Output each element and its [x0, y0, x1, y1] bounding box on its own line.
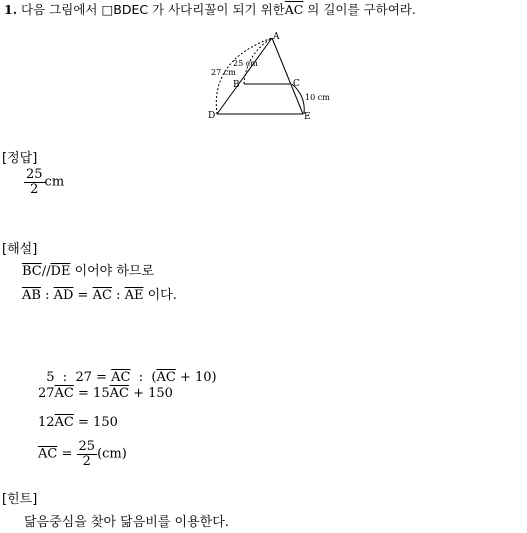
equation-2 — [38, 387, 173, 400]
label-len-ad: 27 cm — [211, 68, 236, 77]
explanation-heading: [해설] — [2, 242, 38, 257]
answer-heading: [정답] — [2, 151, 38, 166]
colon: : — [40, 288, 54, 303]
answer-unit: cm — [44, 174, 65, 190]
eq4-numerator: 25 — [78, 439, 96, 454]
eq1-mid: : ( — [130, 370, 157, 385]
explanation-line-1 — [22, 265, 154, 278]
answer-denominator: 2 — [30, 181, 39, 197]
segment-ae — [272, 38, 303, 114]
eq1-seg: $\overline{AC}$ — [111, 370, 131, 385]
label-a: A — [273, 32, 280, 42]
trapezoid-figure — [200, 30, 335, 125]
answer-fraction — [24, 168, 45, 196]
eq2-mid: = 15 — [73, 386, 110, 401]
question-number: 1. — [4, 2, 18, 17]
seg-ae: $\overline{AE}$ — [124, 288, 144, 303]
seg-bc: $\overline{BC}$ — [22, 264, 42, 279]
eq3-lhs: 12 — [38, 415, 55, 430]
equation-4 — [38, 440, 127, 468]
line2-text: 이다. — [143, 288, 177, 303]
seg-ab: $\overline{AB}$ — [22, 288, 41, 303]
eq2-seg: $\overline{AC}$ — [54, 386, 74, 401]
explanation-line-2 — [22, 289, 177, 302]
eq3-tail: = 150 — [73, 415, 118, 430]
seg-de: $\overline{DE}$ — [50, 264, 71, 279]
question-text-pre: 다음 그림에서 □BDEC 가 사다리꼴이 되기 위한 — [21, 2, 285, 17]
eq3-seg: $\overline{AC}$ — [54, 415, 74, 430]
equation-3 — [38, 416, 118, 429]
question-text-post: 의 길이를 구하여라. — [303, 2, 416, 17]
question-segment: $\overline{AC}$ — [284, 2, 304, 17]
seg-ac: $\overline{AC}$ — [92, 288, 112, 303]
seg-ad: $\overline{AD}$ — [53, 288, 74, 303]
label-e: E — [304, 112, 311, 122]
eq1-seg2: $\overline{AC}$ — [156, 370, 176, 385]
eq4-fraction — [77, 440, 98, 468]
eq2-tail: + 150 — [128, 386, 173, 401]
eq4-equals: = — [57, 446, 77, 462]
hint-text: 닮음중심을 찾아 닮음비를 이용한다. — [24, 515, 229, 530]
parallel-sign: // — [41, 264, 51, 279]
eq2-seg2: $\overline{AC}$ — [109, 386, 129, 401]
label-b: B — [233, 80, 240, 90]
answer-value — [24, 168, 64, 196]
label-len-ab: 25 cm — [233, 59, 258, 68]
eq2-lhs: 27 — [38, 386, 55, 401]
eq1-tail: + 10) — [175, 370, 217, 385]
answer-numerator: 25 — [26, 167, 43, 182]
eq4-denominator: 2 — [82, 453, 91, 469]
question-line — [4, 4, 416, 17]
line1-text: 이어야 하므로 — [70, 264, 155, 279]
eq4-unit: (cm) — [97, 446, 127, 462]
hint-heading: [힌트] — [2, 492, 38, 507]
label-c: C — [293, 79, 300, 89]
eq4-seg: $\overline{AC}$ — [38, 446, 58, 462]
eq1-lhs: 5 : 27 = — [46, 370, 112, 385]
colon: : — [111, 288, 125, 303]
equals: = — [73, 288, 93, 303]
label-d: D — [208, 111, 216, 121]
equation-1 — [38, 358, 217, 384]
label-len-ce: 10 cm — [305, 93, 330, 102]
